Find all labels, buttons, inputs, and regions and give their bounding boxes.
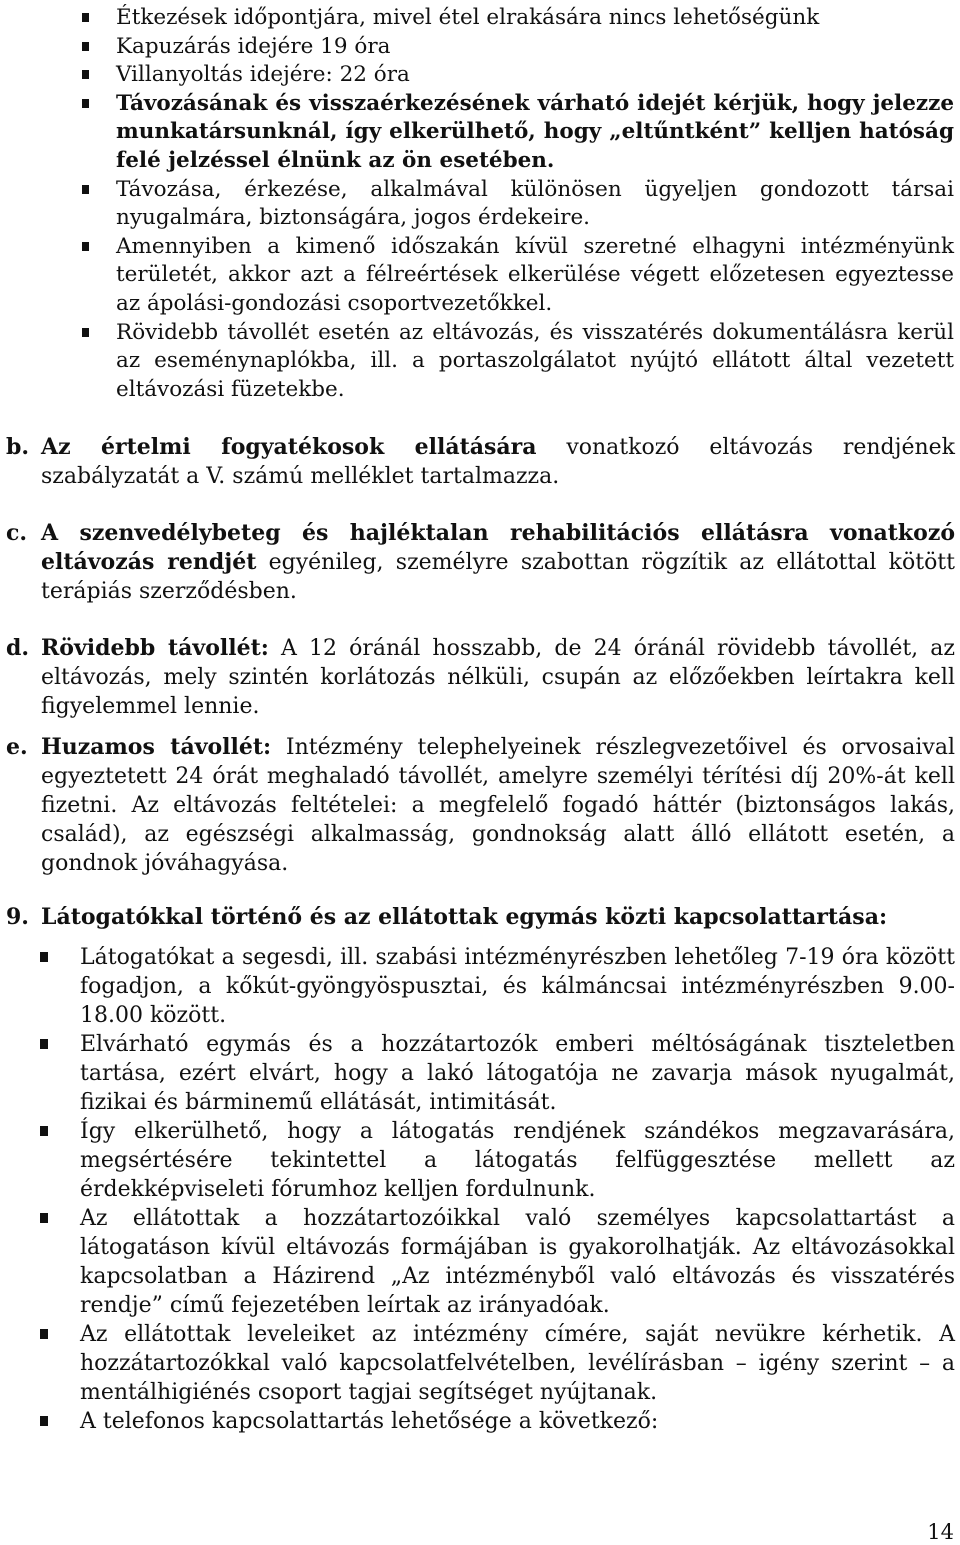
- paragraph-bold-text: Huzamos távollét:: [41, 734, 272, 760]
- paragraph-d: [6, 634, 955, 721]
- paragraph-text: A 12 óránál hosszabb, de 24 óránál rövidebb távollét, az eltávozás, mely szintén korlátozás nélküli, csupán az előzőekben leírtakra kell figyelemmel lennie.: [41, 636, 955, 719]
- square-bullet-icon: [40, 1329, 48, 1339]
- list-item: [82, 319, 954, 405]
- section-title: Látogatókkal történő és az ellátottak egymás közti kapcsolattartása:: [41, 904, 888, 930]
- list-item: [82, 90, 954, 176]
- list-item: [40, 943, 955, 1030]
- paragraph-body: [6, 433, 955, 491]
- list-item-text: Az ellátottak a hozzátartozóikkal való személyes kapcsolattartást a látogatáson kívül eltávozás formájában is gyakorolhatják. Az eltávozásokkal kapcsolatban a Házirend „Az intézményből való eltávozás és visszatérés rendje” című fejezetében leírtak az irányadóak.: [80, 1206, 955, 1318]
- square-bullet-icon: [82, 328, 89, 337]
- list-item-text: Látogatókat a segesdi, ill. szabási intézményrészben lehetőleg 7-19 óra között fogadjon, a kőkút-gyöngyöspusztai, és kálmáncsai intézményrészben 9.00-18.00 között.: [80, 945, 955, 1028]
- list-item: [82, 33, 954, 62]
- paragraph-body: [6, 634, 955, 721]
- square-bullet-icon: [82, 42, 89, 51]
- list-item: [40, 1407, 955, 1436]
- paragraph-body: [6, 519, 955, 606]
- list-item-text: Így elkerülhető, hogy a látogatás rendjének szándékos megzavarására, megsértésére tekintettel a látogatás felfüggesztése mellett az érdekképviseleti fórumhoz kelljen fordulnunk.: [80, 1119, 955, 1202]
- square-bullet-icon: [40, 1213, 48, 1223]
- paragraph-text: Intézmény telephelyeinek részlegvezetőivel és orvosaival egyeztetett 24 órát meghaladó távollét, amelyre személyi térítési díj 20%-át kell fizetni. Az eltávozás feltételei: a megfelelő fogadó háttér (biztonságos lakás, család), az egészségi alkalmasság, gondnokság alatt álló ellátott esetén, a gondnok jóváhagyása.: [41, 735, 955, 876]
- paragraph-bold-text: Rövidebb távollét:: [41, 635, 269, 661]
- square-bullet-icon: [82, 13, 89, 22]
- list-item-text: Az ellátottak leveleiket az intézmény címére, saját nevükre kérhetik. A hozzátartozókkal való kapcsolatfelvételben, levélírásban – igény szerint – a mentálhigiénés csoport tagjai segítséget nyújtanak.: [80, 1322, 955, 1405]
- paragraph-e: [6, 733, 955, 878]
- list-item: [82, 176, 954, 233]
- paragraph-marker: c.: [6, 520, 28, 546]
- square-bullet-icon: [82, 99, 89, 108]
- square-bullet-icon: [40, 1039, 48, 1049]
- section-number: 9.: [6, 904, 29, 930]
- paragraph-text: vonatkozó eltávozás rendjének szabályzatát a V. számú melléklet tartalmazza.: [41, 435, 955, 489]
- list-item: [40, 1204, 955, 1320]
- square-bullet-icon: [40, 1416, 48, 1426]
- list-item-text: Elvárható egymás és a hozzátartozók emberi méltóságának tiszteletben tartása, ezért elvárt, hogy a lakó látogatója ne zavarja mások nyugalmát, fizikai és bárminemű ellátását, intimitását.: [80, 1032, 955, 1115]
- paragraph-c: [6, 519, 955, 606]
- page-number: 14: [927, 1520, 954, 1544]
- list-item-text: Amennyiben a kimenő időszakán kívül szeretné elhagyni intézményünk területét, akkor azt a félreértések elkerülése végett előzetesen egyeztesse az ápolási-gondozási csoportvezetőkkel.: [116, 233, 954, 316]
- square-bullet-icon: [40, 952, 48, 962]
- paragraph-body: [6, 733, 955, 878]
- square-bullet-icon: [82, 242, 89, 251]
- paragraph-bold-text: Az értelmi fogyatékosok ellátására: [41, 434, 537, 460]
- list-item: [82, 4, 954, 33]
- rules-bullet-list: [82, 4, 954, 404]
- paragraph-marker: e.: [6, 734, 28, 760]
- list-item: [82, 61, 954, 90]
- paragraph-b: [6, 433, 955, 491]
- square-bullet-icon: [82, 70, 89, 79]
- section-9-heading: [6, 903, 955, 932]
- list-item-text: Távozása, érkezése, alkalmával különösen ügyeljen gondozott társai nyugalmára, biztonságára, jogos érdekeire.: [116, 176, 954, 231]
- paragraph-text: egyénileg, személyre szabottan rögzítik az ellátottal kötött terápiás szerződésben.: [41, 550, 955, 604]
- square-bullet-icon: [40, 1126, 48, 1136]
- list-item-text-bold: Távozásának és visszaérkezésének várható idejét kérjük, hogy jelezze munkatársunknál, így elkerülhető, hogy „eltűntként” kelljen hatóság felé jelzéssel élnünk az ön esetében.: [116, 90, 954, 173]
- list-item: [40, 1117, 955, 1204]
- list-item-text: Kapuzárás idejére 19 óra: [116, 33, 391, 59]
- paragraph-marker: d.: [6, 635, 30, 661]
- list-item: [82, 233, 954, 319]
- list-item-text: Rövidebb távollét esetén az eltávozás, és visszatérés dokumentálásra kerül az eseménynaplókba, ill. a portaszolgálatot nyújtó ellátott által vezetett eltávozási füzetekbe.: [116, 319, 954, 402]
- list-item-text: Villanyoltás idejére: 22 óra: [116, 62, 410, 88]
- section-9-bullet-list: [40, 943, 955, 1436]
- list-item-text: A telefonos kapcsolattartás lehetősége a következő:: [80, 1409, 659, 1434]
- paragraph-marker: b.: [6, 434, 30, 460]
- list-item-text: Étkezések időpontjára, mivel étel elrakására nincs lehetőségünk: [116, 5, 820, 30]
- paragraph-bold-text: A szenvedélybeteg és hajléktalan rehabilitációs ellátásra vonatkozó eltávozás rendjét: [41, 520, 955, 575]
- list-item: [40, 1030, 955, 1117]
- square-bullet-icon: [82, 185, 89, 194]
- list-item: [40, 1320, 955, 1407]
